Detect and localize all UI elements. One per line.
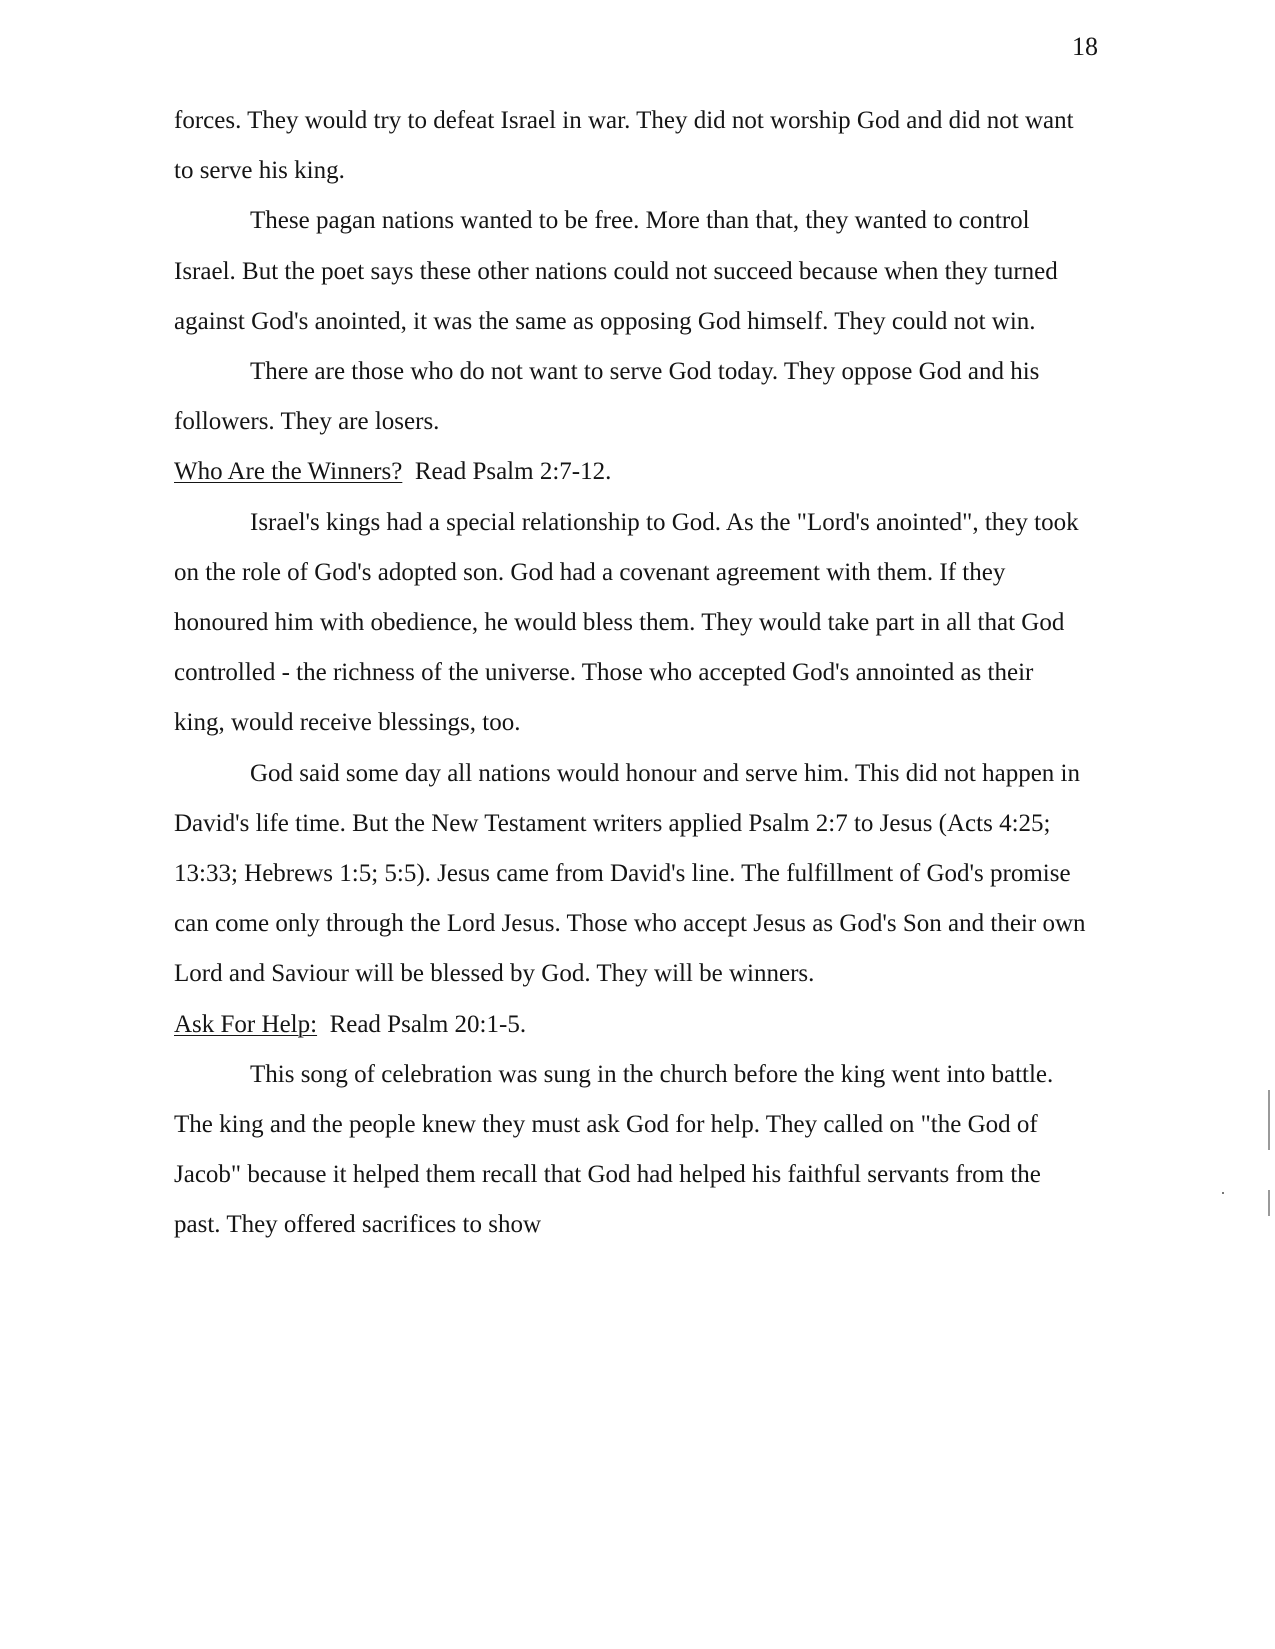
paragraph-continued: forces. They would try to defeat Israel in war. They did not worship God and did not want to serve his king. [174,107,1074,185]
section-heading-winners-ref: Read Psalm 2:7-12. [414,458,612,486]
section-heading-ask-for-help-ref: Read Psalm 20:1-5. [329,1010,527,1038]
section-heading-ask-for-help [174,1000,1090,1050]
section-heading-ask-for-help-title: Ask For Help: [174,1010,318,1038]
paragraph-song-of-celebration: This song of celebration was sung in the church before the king went into battle. The king and the people knew they must ask God for help. They called on "the God of Jacob" because it helped them recall that God had helped his faithful servants from the past. They offered sacrifices to show [174,1060,1054,1239]
section-heading-winners [174,447,1090,497]
paragraph-all-nations: God said some day all nations would honour and serve him. This did not happen in David's life time. But the New Testament writers applied Psalm 2:7 to Jesus (Acts 4:25; 13:33; Hebrews 1:5; 5:5). Jesus came from David's line. The fulfillment of God's promise can come only through the Lord Jesus. Those who accept Jesus as God's Son and their own Lord and Saviour will be blessed by God. They will be winners. [174,759,1086,988]
scan-edge-mark [1268,1090,1270,1150]
page-number: 18 [1072,32,1098,61]
paragraph-pagan-nations: These pagan nations wanted to be free. More than that, they wanted to control Israel. But the poet says these other nations could not succeed because when they turned against God's anointed, it was the same as opposing God himself. They could not win. [174,207,1058,335]
scan-speck [1222,1192,1224,1194]
scan-edge-mark [1268,1190,1270,1216]
paragraph-israels-kings: Israel's kings had a special relationship to God. As the "Lord's anointed", they took on the role of God's adopted son. God had a covenant agreement with them. If they honoured him with obedience, he would bless them. They would take part in all that God controlled - the richness of the universe. Those who accepted God's annointed as their king, would receive blessings, too. [174,508,1079,737]
document-body [174,96,1090,1251]
paragraph-those-who-oppose: There are those who do not want to serve God today. They oppose God and his followers. They are losers. [174,358,1040,436]
section-heading-winners-title: Who Are the Winners? [174,458,403,486]
